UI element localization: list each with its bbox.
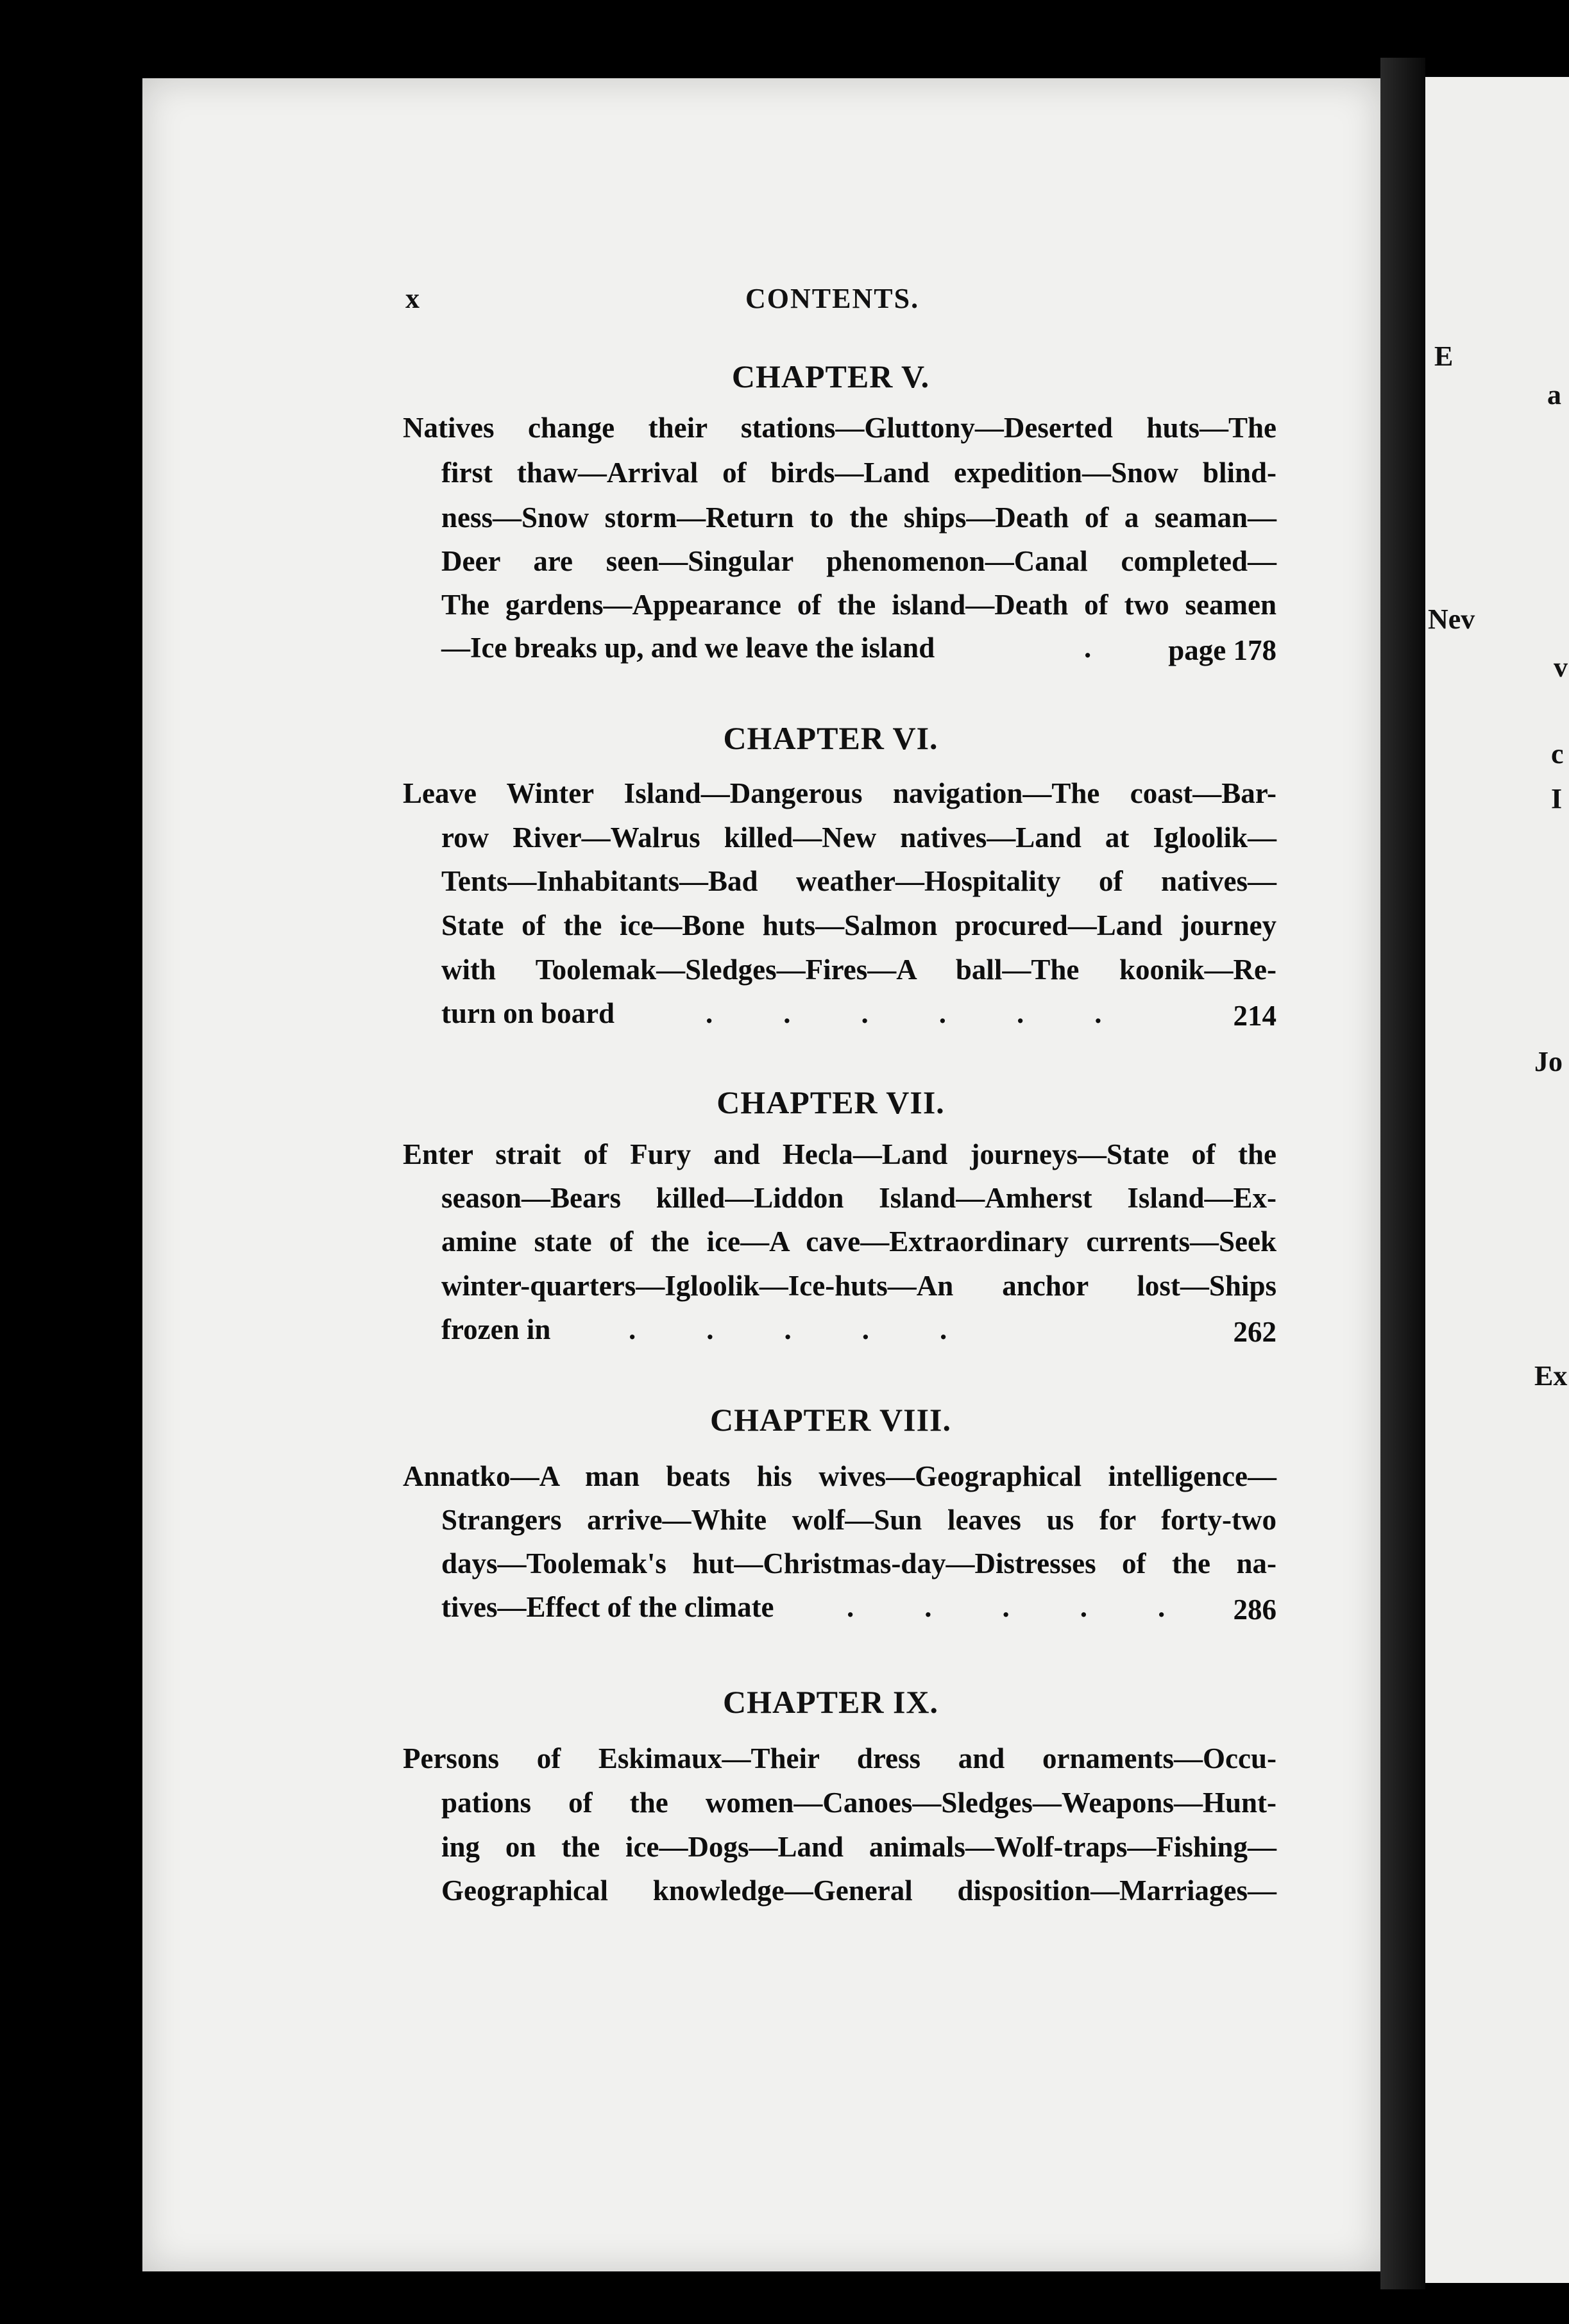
contents-line: tives—Effect of the climate: [441, 1591, 774, 1623]
contents-line: Leave Winter Island—Dangerous navigation—The coast—Bar-: [403, 777, 1276, 809]
page-number: x: [405, 283, 420, 314]
leader-dots: .: [1084, 632, 1162, 664]
facing-page-fragment: I: [1551, 783, 1563, 814]
contents-page: [142, 78, 1380, 2271]
contents-line: with Toolemak—Sledges—Fires—A ball—The koonik—Re-: [441, 954, 1276, 986]
facing-page-fragment: c: [1551, 738, 1564, 770]
chapter-heading: CHAPTER IX.: [722, 1684, 939, 1720]
contents-line: ness—Snow storm—Return to the ships—Death of a seaman—: [441, 501, 1276, 534]
chapter-heading: CHAPTER VII.: [717, 1084, 945, 1120]
facing-page-fragment: a: [1547, 379, 1561, 410]
contents-line: winter-quarters—Igloolik—Ice-huts—An anchor lost—Ships: [441, 1270, 1276, 1302]
contents-line: —Ice breaks up, and we leave the island: [441, 632, 935, 664]
facing-page-fragment: Nev: [1428, 603, 1475, 635]
chapter-heading: CHAPTER VIII.: [709, 1402, 952, 1438]
contents-line: season—Bears killed—Liddon Island—Amherst Island—Ex-: [441, 1182, 1276, 1214]
contents-line: amine state of the ice—A cave—Extraordinary currents—Seek: [441, 1225, 1276, 1258]
page-reference: 286: [1233, 1594, 1276, 1626]
book-gutter: [1380, 58, 1425, 2289]
contents-line: first thaw—Arrival of birds—Land expedition—Snow blind-: [441, 457, 1276, 489]
page-reference: 262: [1233, 1316, 1276, 1348]
contents-line: days—Toolemak's hut—Christmas-day—Distresses of the na-: [441, 1547, 1276, 1579]
chapter-heading: CHAPTER V.: [731, 358, 930, 394]
facing-page-fragment: Jo: [1534, 1046, 1563, 1077]
page-reference: 214: [1233, 1000, 1276, 1032]
facing-page-fragment: v: [1554, 652, 1568, 683]
page-reference: page 178: [1168, 634, 1276, 666]
facing-page-fragment: E: [1434, 341, 1454, 372]
contents-line: row River—Walrus killed—New natives—Land at Igloolik—: [441, 821, 1276, 854]
contents-line: The gardens—Appearance of the island—Death of two seamen: [441, 589, 1276, 621]
contents-line: turn on board: [441, 997, 615, 1029]
leader-dots: .....: [847, 1591, 1236, 1623]
chapter-heading: CHAPTER VI.: [723, 720, 938, 756]
contents-line: Geographical knowledge—General disposition—Marriages—: [441, 1874, 1276, 1907]
contents-line: Persons of Eskimaux—Their dress and ornaments—Occu-: [403, 1742, 1276, 1774]
contents-line: ing on the ice—Dogs—Land animals—Wolf-traps—Fishing—: [441, 1831, 1276, 1863]
contents-line: Natives change their stations—Gluttony—Deserted huts—The: [403, 412, 1276, 444]
contents-line: Strangers arrive—White wolf—Sun leaves us for forty-two: [441, 1504, 1276, 1536]
facing-page-edge: [1425, 77, 1569, 2283]
leader-dots: ......: [706, 997, 1173, 1029]
contents-line: State of the ice—Bone huts—Salmon procured—Land journey: [441, 909, 1276, 941]
facing-page-fragment: Ex: [1534, 1360, 1568, 1392]
running-head: CONTENTS.: [745, 283, 920, 314]
contents-line: frozen in: [441, 1313, 551, 1345]
contents-line: Tents—Inhabitants—Bad weather—Hospitality of natives—: [441, 865, 1276, 897]
contents-line: Enter strait of Fury and Hecla—Land journeys—State of the: [403, 1138, 1276, 1170]
contents-line: pations of the women—Canoes—Sledges—Weapons—Hunt-: [441, 1787, 1276, 1819]
contents-line: Annatko—A man beats his wives—Geographical intelligence—: [403, 1460, 1276, 1492]
contents-line: Deer are seen—Singular phenomenon—Canal completed—: [441, 545, 1276, 577]
leader-dots: .....: [629, 1313, 1018, 1345]
